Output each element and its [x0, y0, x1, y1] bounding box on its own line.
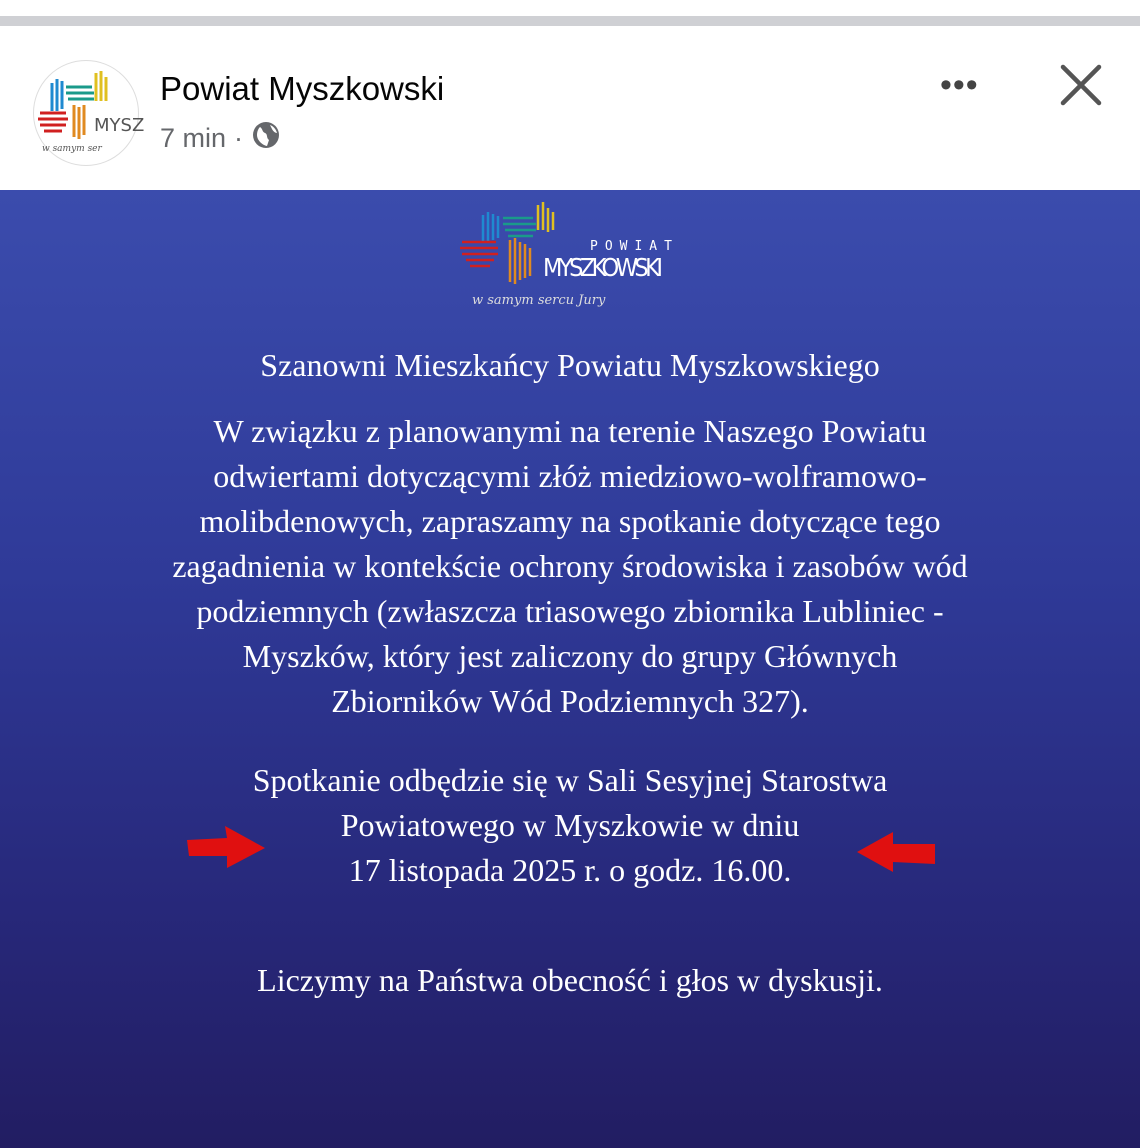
meeting-line: 17 listopada 2025 r. o godz. 16.00. — [348, 852, 792, 888]
meeting-line: Powiatowego w Myszkowie w dniu — [340, 807, 800, 843]
globe-icon — [251, 120, 281, 157]
announcement-body — [0, 409, 1140, 724]
announcement-title: Szanowni Mieszkańcy Powiatu Myszkowskiego — [260, 347, 880, 383]
right-arrow-icon — [185, 824, 267, 870]
svg-text:MYSZ: MYSZ — [94, 115, 145, 136]
meeting-line: Spotkanie odbędzie się w Sali Sesyjnej Starostwa — [252, 762, 888, 798]
svg-text:POWIAT: POWIAT — [590, 239, 679, 254]
left-arrow-icon — [855, 830, 937, 876]
close-icon — [1058, 62, 1104, 108]
post-header — [0, 26, 1140, 190]
county-logo — [458, 200, 678, 315]
body-line: zagadnienia w kontekście ochrony środowiska i zasobów wód — [172, 548, 968, 584]
body-line: W związku z planowanymi na terenie Naszego Powiatu — [213, 413, 927, 449]
body-line: odwiertami dotyczącymi złóż miedziowo-wolframowo- — [213, 458, 927, 494]
more-dots-icon: ••• — [940, 66, 979, 104]
separator: · — [234, 123, 244, 153]
more-options-button[interactable] — [940, 66, 979, 105]
page-name[interactable]: Powiat Myszkowski — [160, 70, 445, 107]
body-line: Myszków, który jest zaliczony do grupy Głównych — [242, 638, 898, 674]
post-time[interactable]: 7 min — [160, 123, 227, 153]
top-divider — [0, 16, 1140, 26]
meeting-details — [0, 758, 1140, 893]
body-line: molibdenowych, zapraszamy na spotkanie dotyczące tego — [199, 503, 941, 539]
svg-text:MYSZKOWSKI: MYSZKOWSKI — [543, 253, 663, 282]
body-line: podziemnych (zwłaszcza triasowego zbiornika Lubliniec - — [196, 593, 944, 629]
post-meta — [160, 120, 281, 157]
closing-line: Liczymy na Państwa obecność i głos w dyskusji. — [257, 962, 883, 998]
close-button[interactable] — [1058, 62, 1104, 108]
svg-text:w samym sercu Jury: w samym sercu Jury — [472, 293, 606, 308]
body-line: Zbiorników Wód Podziemnych 327). — [331, 683, 809, 719]
svg-text:w samym ser: w samym ser — [42, 144, 102, 154]
page-avatar[interactable] — [33, 60, 145, 166]
